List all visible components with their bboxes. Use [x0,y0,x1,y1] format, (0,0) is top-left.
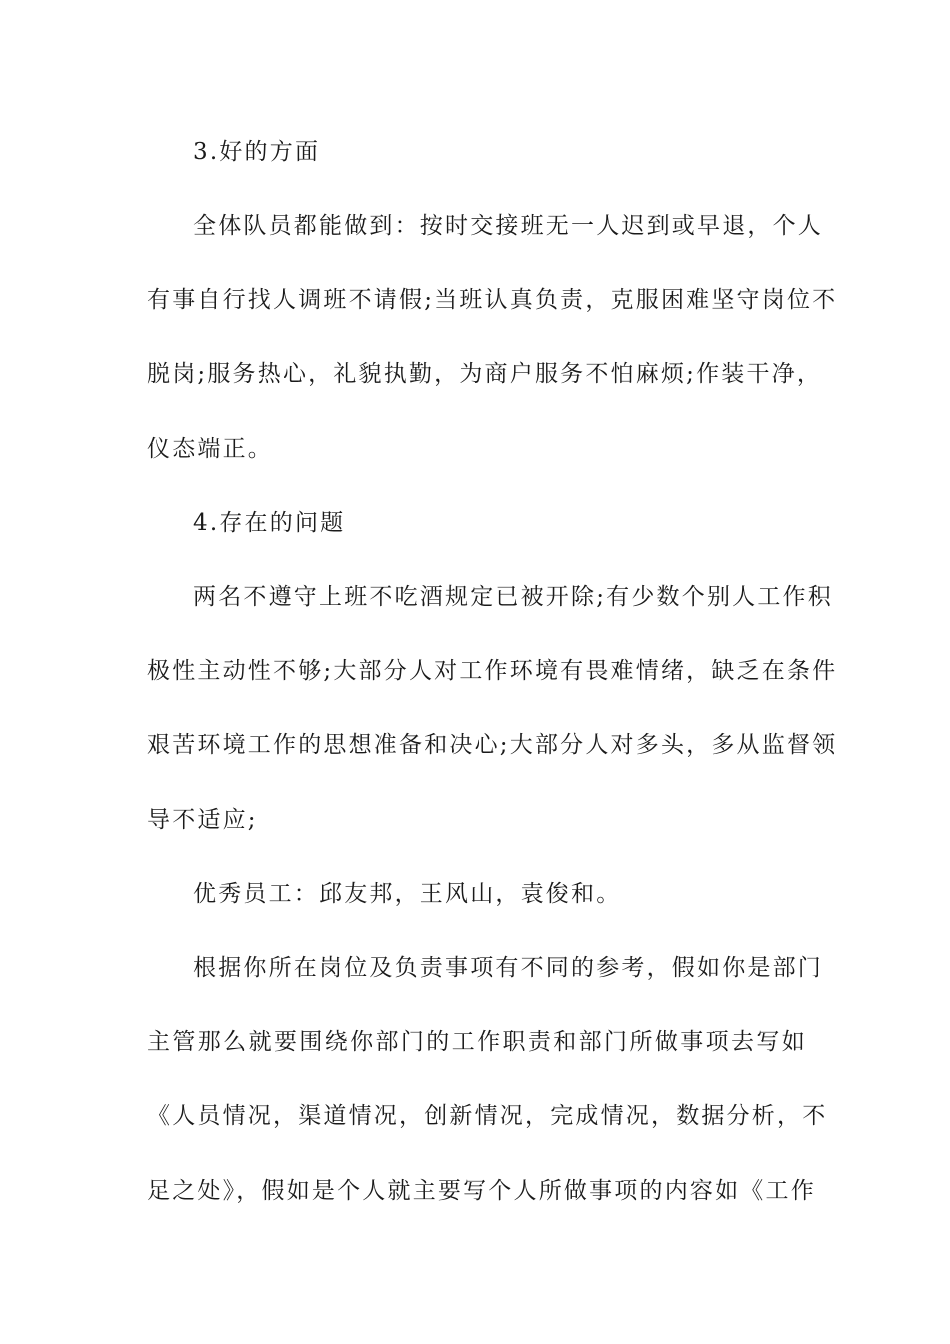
paragraph-line: 全体队员都能做到：按时交接班无一人迟到或早退，个人 [193,213,823,239]
paragraph-line: 根据你所在岗位及负责事项有不同的参考，假如你是部门 [193,955,823,981]
paragraph-line: 脱岗;服务热心，礼貌执勤，为商户服务不怕麻烦;作装干净， [147,361,823,387]
paragraph-line: 导不适应; [147,807,258,833]
heading-good-aspects: 3.好的方面 [193,139,321,165]
paragraph-line: 两名不遵守上班不吃酒规定已被开除;有少数个别人工作积 [193,584,833,610]
excellent-employees-line: 优秀员工：邱友邦，王风山，袁俊和。 [193,881,622,907]
paragraph-line: 主管那么就要围绕你部门的工作职责和部门所做事项去写如 [147,1029,807,1055]
paragraph-line: 仪态端正。 [147,436,273,462]
paragraph-line: 足之处》，假如是个人就主要写个人所做事项的内容如《工作 [147,1178,816,1204]
heading-existing-problems: 4.存在的问题 [193,510,346,536]
paragraph-line: 有事自行找人调班不请假;当班认真负责，克服困难坚守岗位不 [147,287,838,313]
paragraph-line: 极性主动性不够;大部分人对工作环境有畏难情绪，缺乏在条件 [147,658,838,684]
paragraph-line: 《人员情况，渠道情况，创新情况，完成情况，数据分析，不 [147,1103,828,1129]
paragraph-line: 艰苦环境工作的思想准备和决心;大部分人对多头，多从监督领 [147,732,838,758]
